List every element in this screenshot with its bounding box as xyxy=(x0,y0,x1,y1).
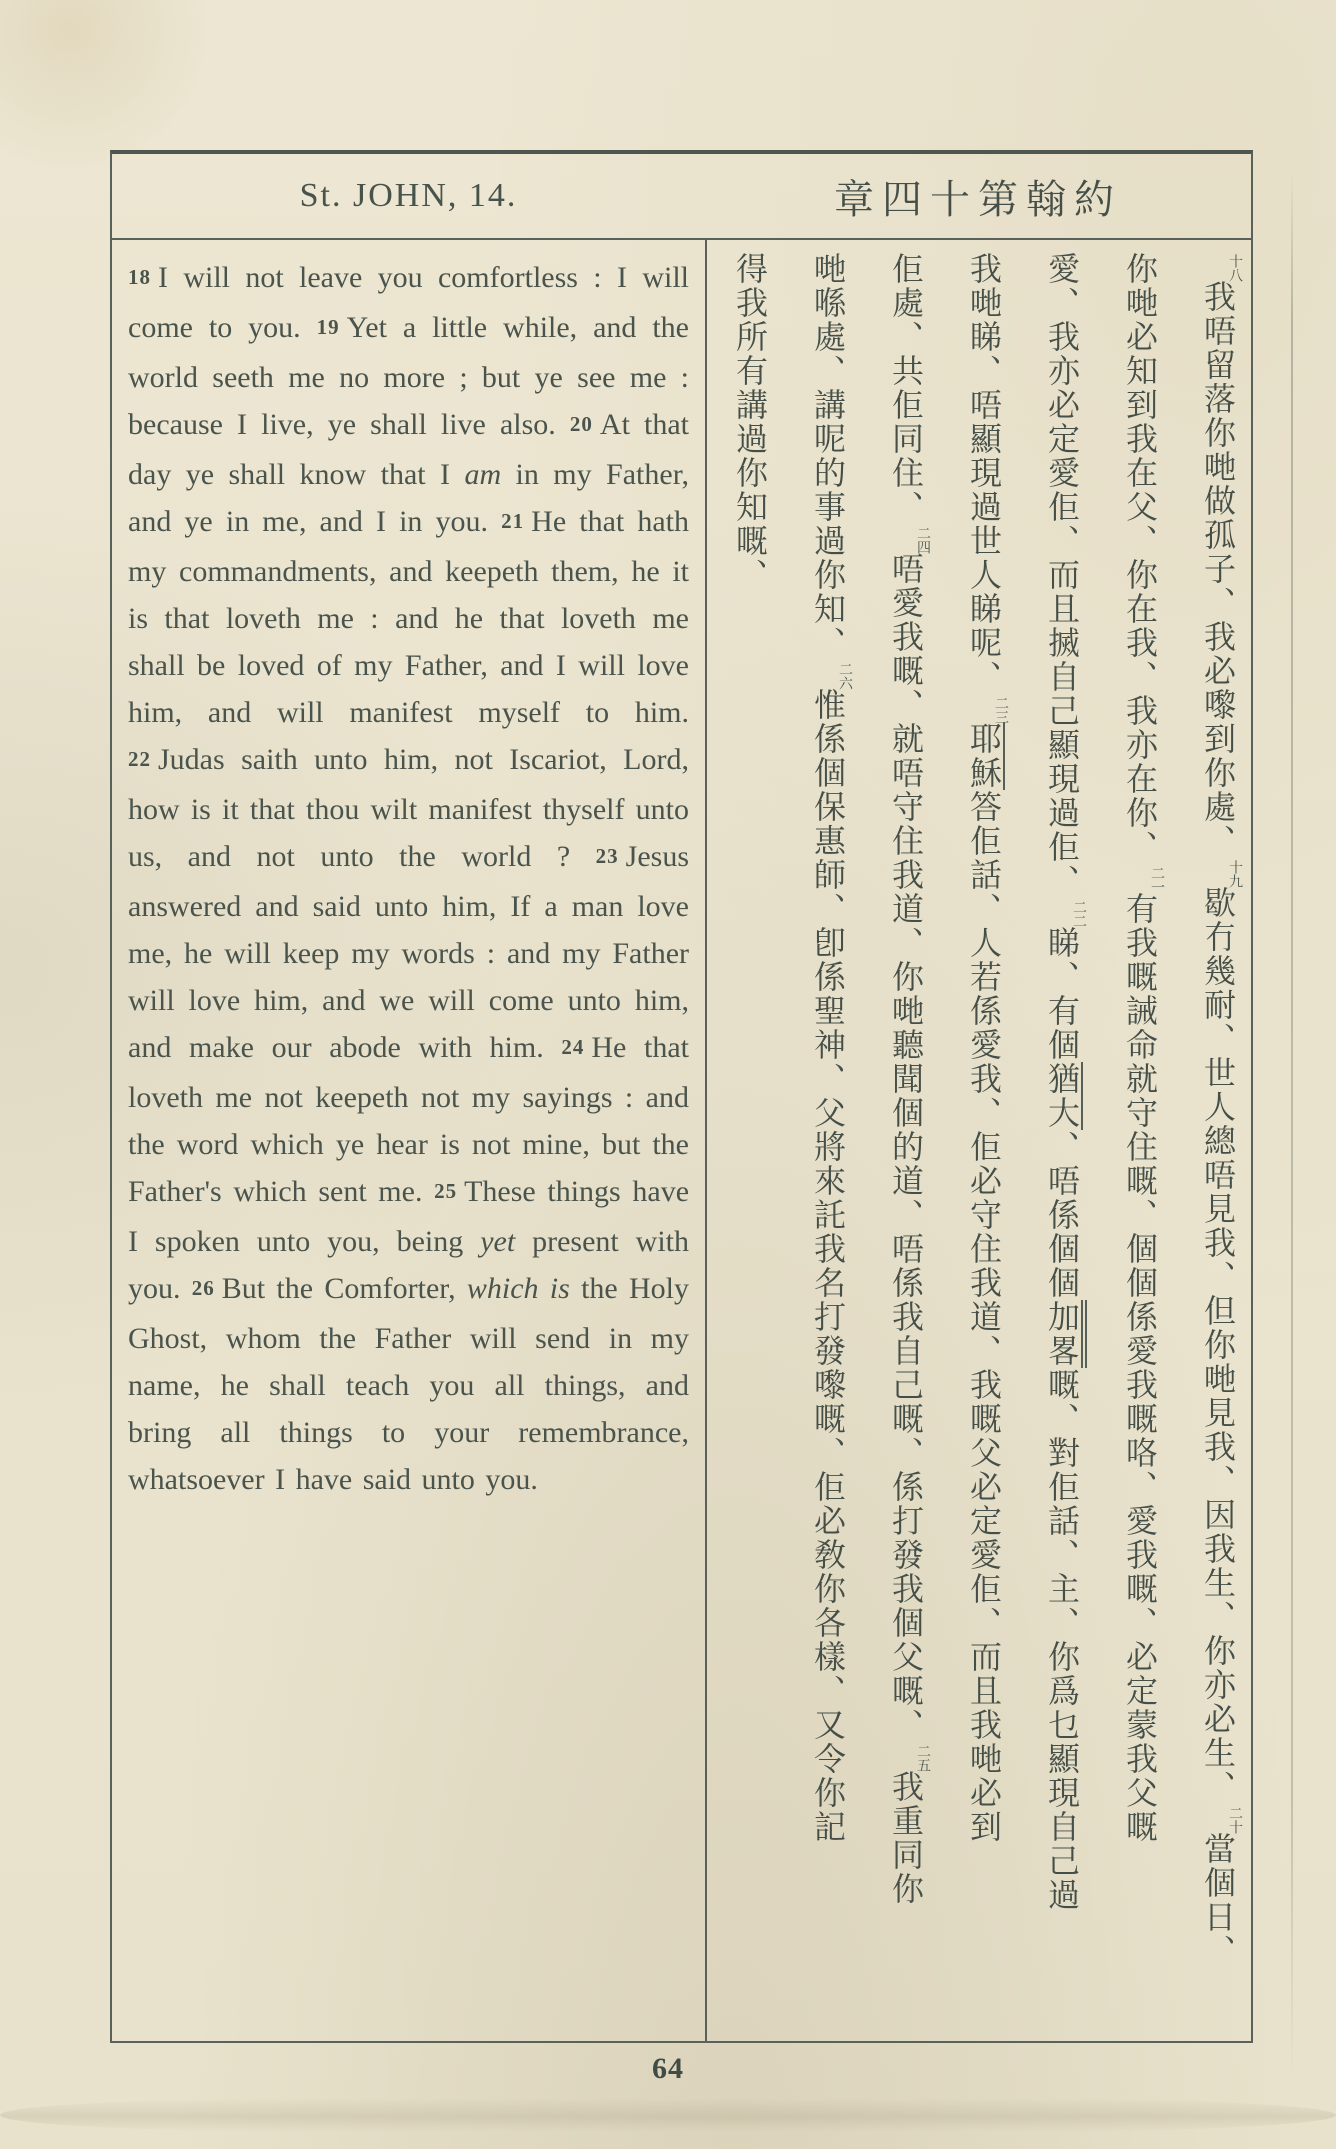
page-number: 64 xyxy=(652,2052,684,2085)
verse-number: 十八 xyxy=(1227,254,1243,282)
english-verse-text xyxy=(128,254,689,1503)
text-run: 你哋必知到我在父、你在我、我亦在你、 xyxy=(1121,252,1159,864)
text-run: 唔愛我嘅、就唔守住我道、你哋聽聞個的道、唔係我自己嘅、係打發我個父嘅、 xyxy=(887,552,925,1742)
verse-number: 二四 xyxy=(915,526,931,554)
header-chinese-title: 章四十第翰約 xyxy=(834,176,1122,223)
text-run: 答佢話、人若係愛我、佢必守住我道、我嘅父必定愛佢、而且我哋必到 xyxy=(965,790,1003,1844)
verse-number: 23 xyxy=(595,844,619,868)
chinese-column xyxy=(1101,252,1179,2033)
verse-number: 二三 xyxy=(993,696,1009,724)
italic-word: yet xyxy=(480,1225,516,1258)
chinese-column xyxy=(789,252,867,2033)
verse-number: 二五 xyxy=(915,1744,931,1772)
text-run: 睇、有個 xyxy=(1043,926,1081,1062)
text-run: These things have I spoken unto you, being xyxy=(128,1175,690,1258)
verse-number: 25 xyxy=(434,1179,458,1203)
text-run: He that hath my commandments, and keepeth them, he it is that loveth me : and he that loveth me shall be loved of my Father, and I will love him, and will manifest myself to him. xyxy=(128,505,689,729)
text-run: 歇冇幾耐、世人總唔見我、但你哋見我、因我生、你亦必生、 xyxy=(1199,886,1237,1804)
chinese-column xyxy=(1179,252,1257,2033)
text-run: 佢處、共佢同住、 xyxy=(887,252,925,524)
chinese-text-block xyxy=(711,252,1257,2033)
page-edge-shadow xyxy=(1291,170,1293,2079)
chinese-column xyxy=(867,252,945,2033)
text-run: 愛、我亦必定愛佢、而且搣自己顯現過佢、 xyxy=(1043,252,1081,898)
text-run: 有我嘅誡命就守住嘅、個個係愛我嘅咯、愛我嘅、必定蒙我父嘅 xyxy=(1121,892,1159,1844)
page-curl-shadow xyxy=(0,2098,1336,2132)
text-run: 惟係個保惠師、卽係聖神、父將來託我名打發嚟嘅、佢必敎你各樣、又令你記 xyxy=(809,688,847,1844)
text-run: present with you. xyxy=(128,1225,690,1305)
text-run: 、唔係個個 xyxy=(1043,1130,1081,1300)
verse-number: 二二 xyxy=(1071,900,1087,928)
text-run: 我哋睇、唔顯現過世人睇呢、 xyxy=(965,252,1003,694)
text-run: 當個日、 xyxy=(1199,1832,1237,1968)
page-header xyxy=(112,154,1251,240)
text-run: in my Father, and ye in me, and I in you. xyxy=(128,458,689,538)
text-run: 哋喺處、講呢的事過你知、 xyxy=(809,252,847,660)
text-run: I will not leave you comfortless : I will come to you. xyxy=(128,261,689,344)
verse-number: 22 xyxy=(128,747,151,771)
header-english-title: St. JOHN, 14. xyxy=(299,177,518,214)
chinese-text-area xyxy=(705,238,1251,2041)
text-run: He that loveth me not keepeth not my sayings : and the word which ye hear is not mine, but the Father's which sent me. xyxy=(128,1031,689,1208)
verse-number: 十九 xyxy=(1227,860,1243,888)
text-run: But the Comforter, xyxy=(221,1272,467,1305)
text-run: Judas saith unto him, not Iscariot, Lord, how is it that thou wilt manifest thyself unto us, and not unto the world ? xyxy=(128,743,689,873)
text-run: At that day ye shall know that I xyxy=(128,408,689,491)
verse-number: 二一 xyxy=(1149,866,1165,894)
verse-number: 24 xyxy=(561,1035,585,1059)
text-run: 我重同你 xyxy=(887,1770,925,1906)
text-run: 得我所有講過你知嘅、 xyxy=(731,252,769,592)
chinese-column xyxy=(711,252,789,2033)
text-run: 我唔留落你哋做孤子、我必嚟到你處、 xyxy=(1199,280,1237,858)
proper-name: 猶大 xyxy=(1043,1062,1081,1130)
italic-word: am xyxy=(464,458,502,491)
text-run: 嘅、對佢話、主、你爲乜顯現自己過 xyxy=(1043,1368,1081,1912)
verse-number: 20 xyxy=(569,412,593,436)
italic-word: which is xyxy=(466,1272,570,1305)
verse-number: 26 xyxy=(191,1276,215,1300)
verse-number: 二十 xyxy=(1227,1806,1243,1834)
verse-number: 18 xyxy=(128,265,151,289)
english-text-area xyxy=(112,238,705,2041)
text-run: the Holy Ghost, whom the Father will send in my name, he shall teach you all things, and bring all things to your remembrance, whatsoever I have said unto you. xyxy=(128,1272,690,1496)
chinese-column xyxy=(1023,252,1101,2033)
place-name: 加畧 xyxy=(1043,1300,1087,1368)
verse-number: 19 xyxy=(316,315,340,339)
verse-number: 二六 xyxy=(837,662,853,690)
text-run: Yet a little while, and the world seeth me no more ; but ye see me : because I live, ye shall live also. xyxy=(128,311,690,441)
verse-number: 21 xyxy=(501,509,525,533)
text-run: Jesus answered and said unto him, If a man love me, he will keep my words : and my Father will love him, and we will come unto him, and make our abode with him. xyxy=(128,840,689,1064)
proper-name: 耶穌 xyxy=(965,722,1003,790)
chinese-column xyxy=(945,252,1023,2033)
content-box xyxy=(110,150,1253,2043)
